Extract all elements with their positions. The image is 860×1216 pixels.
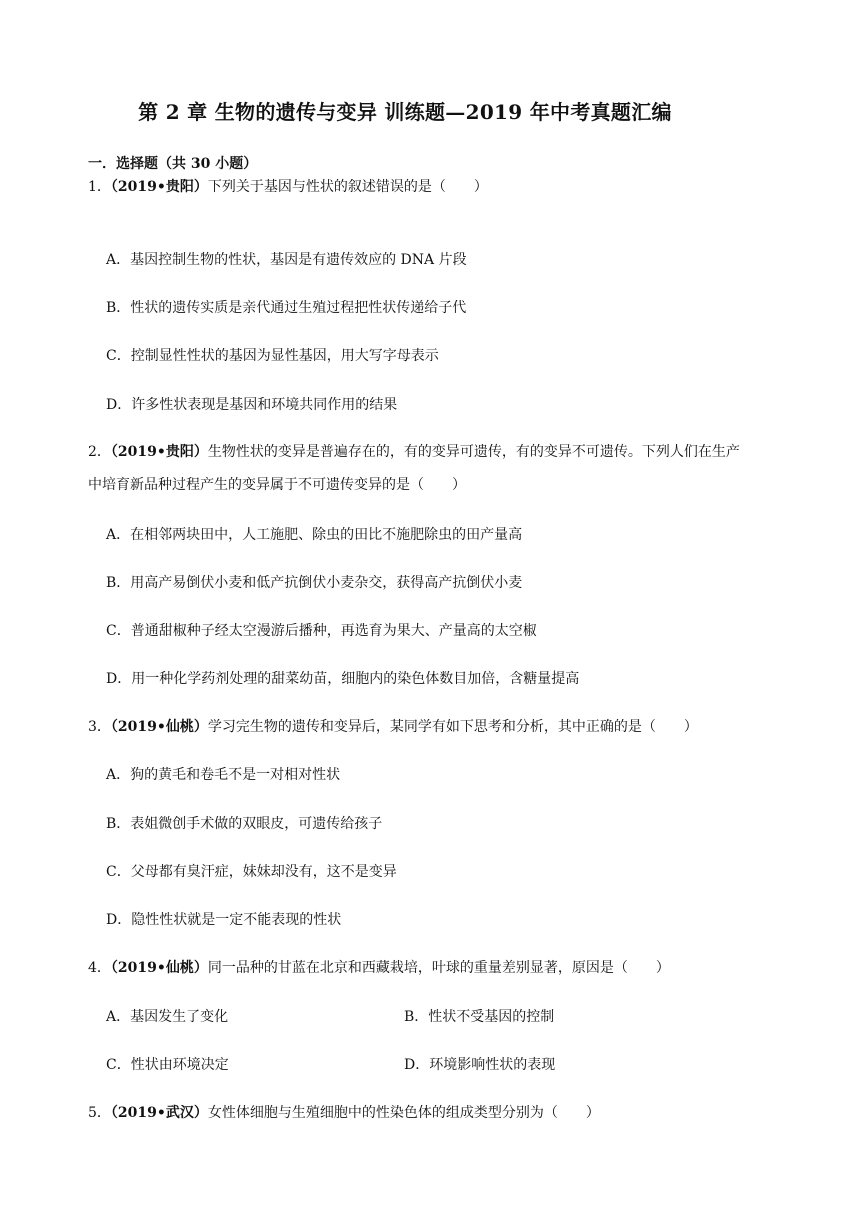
question-source: （2019•仙桃） xyxy=(110,719,208,735)
document-title: 第 2 章 生物的遗传与变异 训练题—2019 年中考真题汇编 xyxy=(138,100,672,124)
question-source: （2019•贵阳） xyxy=(110,444,208,460)
question-source: （2019•贵阳） xyxy=(110,179,208,195)
question-text: 同一品种的甘蓝在北京和西藏栽培，叶球的重量差别显著，原因是（ ） xyxy=(207,960,670,976)
question-2-option-a: A．在相邻两块田中，人工施肥、除虫的田比不施肥除虫的田产量高 xyxy=(106,527,523,543)
question-2-option-d: D．用一种化学药剂处理的甜菜幼苗，细胞内的染色体数目加倍，含糖量提高 xyxy=(106,671,580,687)
question-4-option-a: A．基因发生了变化 xyxy=(106,1009,229,1025)
question-text: 学习完生物的遗传和变异后，某同学有如下思考和分析，其中正确的是（ ） xyxy=(207,719,698,735)
question-5-stem xyxy=(88,1102,600,1122)
question-3-option-c: C．父母都有臭汗症，妹妹却没有，这不是变异 xyxy=(106,864,397,880)
section-heading: 一．选择题（共 30 小题） xyxy=(88,156,258,172)
question-1-option-b: B．性状的遗传实质是亲代通过生殖过程把性状传递给子代 xyxy=(106,300,467,316)
question-4-option-b: B．性状不受基因的控制 xyxy=(404,1009,555,1025)
question-1-stem xyxy=(88,176,488,196)
question-1-option-d: D．许多性状表现是基因和环境共同作用的结果 xyxy=(106,397,398,413)
question-3-option-b: B．表姐微创手术做的双眼皮，可遗传给孩子 xyxy=(106,816,383,832)
question-text: 生物性状的变异是普遍存在的，有的变异可遗传，有的变异不可遗传。下列人们在生产 xyxy=(207,444,740,460)
question-4-option-c: C．性状由环境决定 xyxy=(106,1057,229,1073)
question-3-stem xyxy=(88,716,698,736)
question-text: 下列关于基因与性状的叙述错误的是（ ） xyxy=(207,179,488,195)
question-number: 2． xyxy=(88,444,111,460)
question-2-option-c: C．普通甜椒种子经太空漫游后播种，再选育为果大、产量高的太空椒 xyxy=(106,623,537,639)
question-source: （2019•武汉） xyxy=(110,1105,208,1121)
question-2-stem xyxy=(88,441,740,461)
question-4-stem xyxy=(88,957,670,977)
question-number: 3． xyxy=(88,719,111,735)
question-number: 1． xyxy=(88,179,111,195)
question-1-option-a: A．基因控制生物的性状，基因是有遗传效应的 DNA 片段 xyxy=(106,252,467,268)
question-source: （2019•仙桃） xyxy=(110,960,208,976)
question-4-option-d: D．环境影响性状的表现 xyxy=(404,1057,556,1073)
question-number: 4． xyxy=(88,960,111,976)
question-2-stem-line2: 中培育新品种过程产生的变异属于不可遗传变异的是（ ） xyxy=(88,477,466,493)
question-text: 女性体细胞与生殖细胞中的性染色体的组成类型分别为（ ） xyxy=(207,1105,600,1121)
question-number: 5． xyxy=(88,1105,111,1121)
question-2-option-b: B．用高产易倒伏小麦和低产抗倒伏小麦杂交，获得高产抗倒伏小麦 xyxy=(106,575,523,591)
question-3-option-d: D．隐性性状就是一定不能表现的性状 xyxy=(106,912,342,928)
question-1-option-c: C．控制显性性状的基因为显性基因，用大写字母表示 xyxy=(106,348,439,364)
question-3-option-a: A．狗的黄毛和卷毛不是一对相对性状 xyxy=(106,767,341,783)
